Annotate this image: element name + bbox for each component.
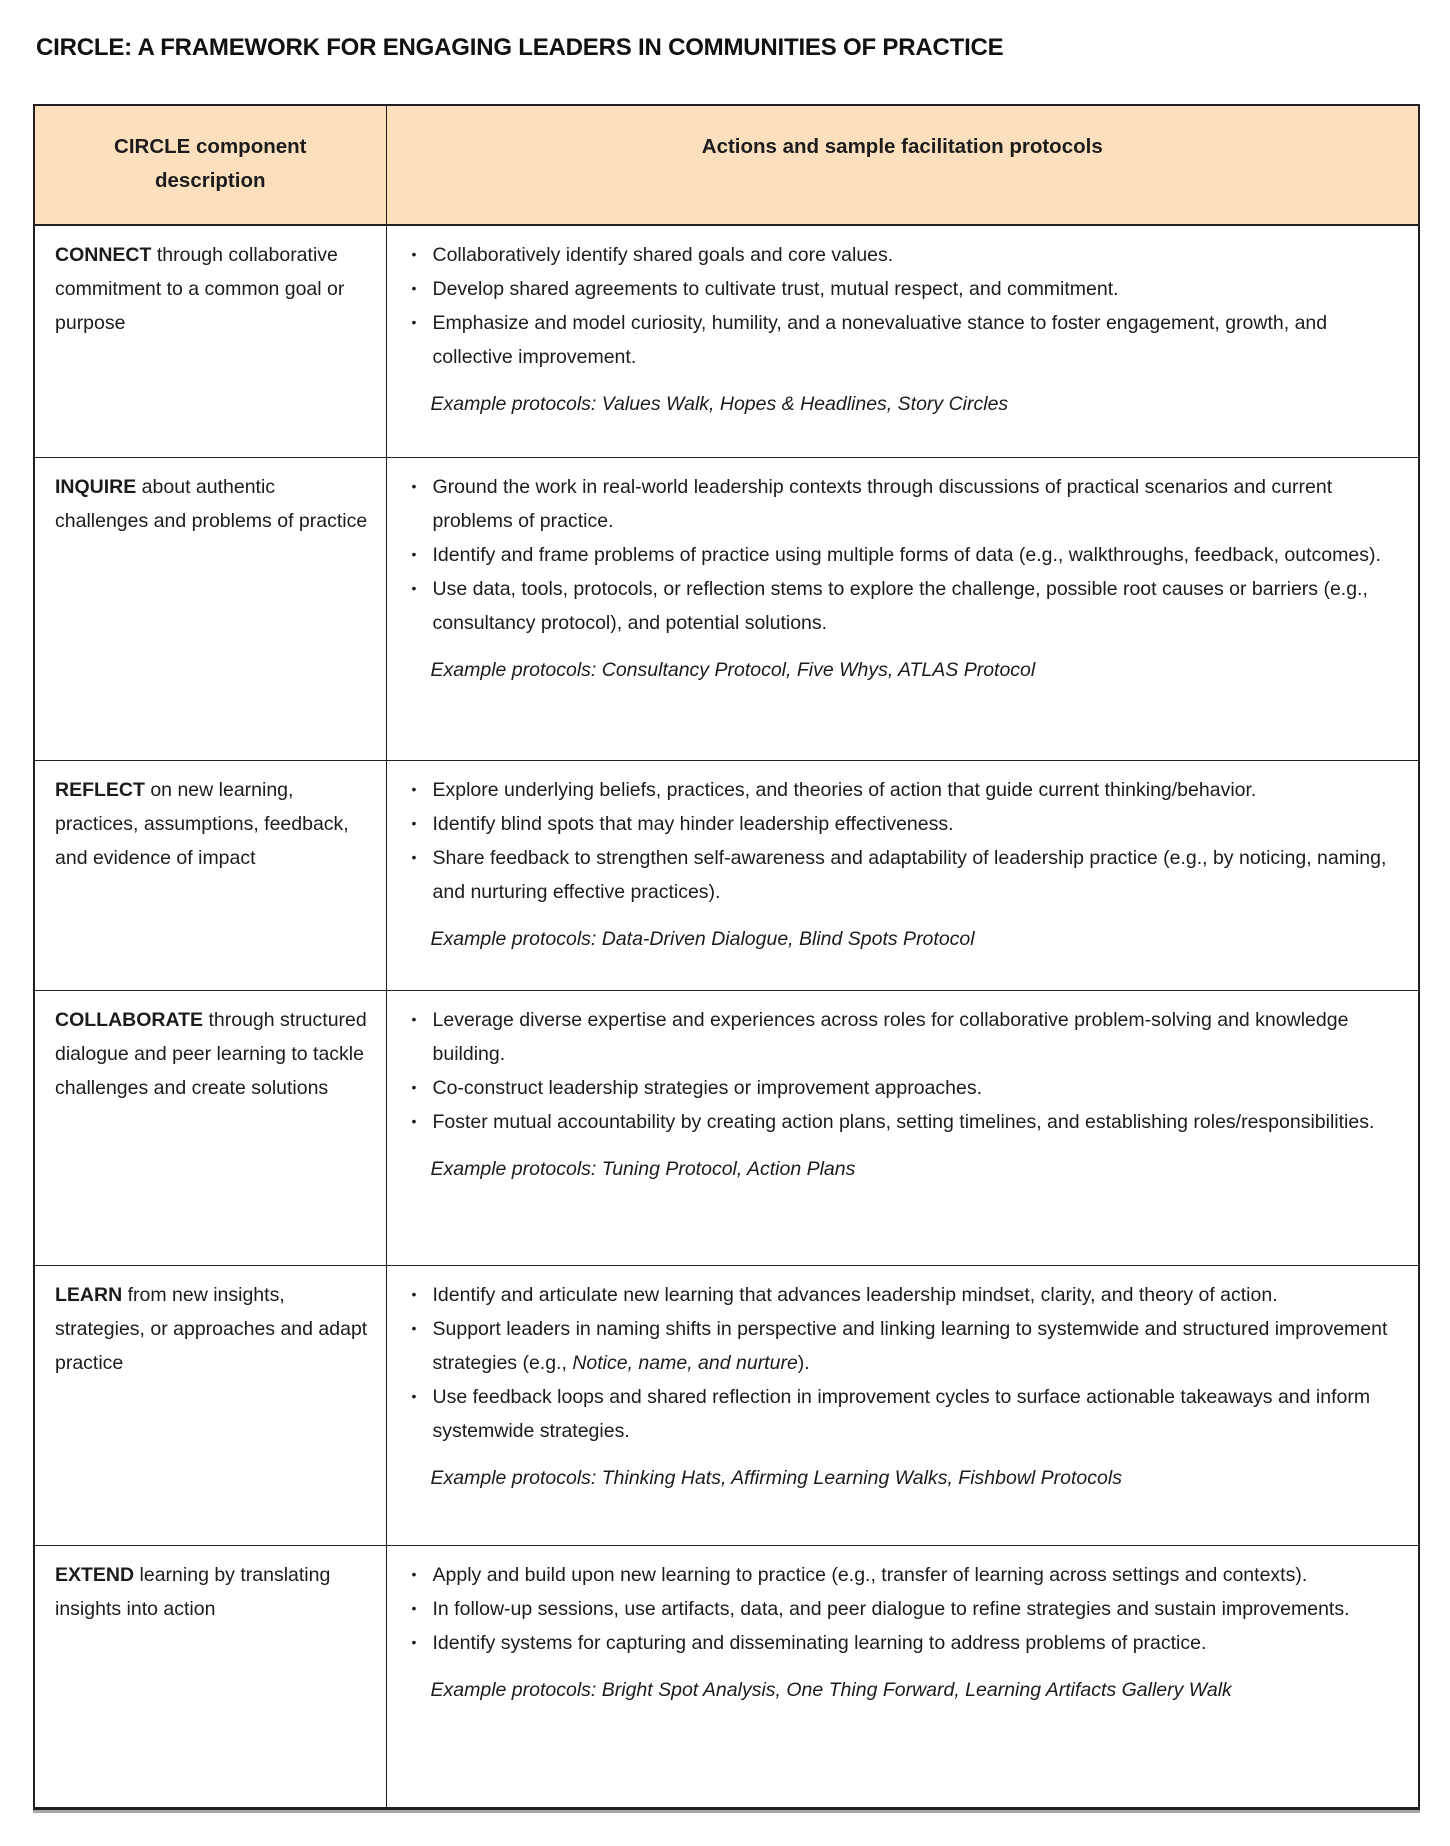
- component-description: about authentic challenges and problems of practice: [55, 475, 368, 532]
- component-keyword: COLLABORATE: [55, 1008, 204, 1031]
- bullet-list: [401, 470, 1399, 640]
- bullet-text: Explore underlying beliefs, practices, and theories of action that guide current thinking/behavior.: [432, 778, 1257, 801]
- bullet-text: Identify systems for capturing and disseminating learning to address problems of practice.: [432, 1631, 1207, 1654]
- bullet-item: [401, 1071, 1399, 1105]
- example-protocols: Example protocols: Tuning Protocol, Action Plans: [430, 1157, 856, 1180]
- table-body: [34, 225, 1419, 1808]
- table-row: [34, 457, 1419, 760]
- bullet-text: In follow-up sessions, use artifacts, data, and peer dialogue to refine strategies and sustain improvements.: [432, 1597, 1350, 1620]
- component-keyword: REFLECT: [55, 778, 145, 801]
- bullet-item: [401, 1558, 1399, 1592]
- bullet-text: Identify blind spots that may hinder leadership effectiveness.: [432, 812, 954, 835]
- bullet-dot-icon: •: [411, 848, 417, 865]
- bullet-text: Support leaders in naming shifts in perspective and linking learning to systemwide and structured improvement strategies (e.g.,: [432, 1317, 1388, 1374]
- table-row: [34, 1265, 1419, 1545]
- circle-framework-table: [33, 104, 1420, 1810]
- bullet-dot-icon: •: [411, 1387, 417, 1404]
- bullet-text: Identify and frame problems of practice using multiple forms of data (e.g., walkthroughs, feedback, outcomes).: [432, 543, 1381, 566]
- actions-cell: [386, 225, 1419, 457]
- bullet-item: [401, 1003, 1399, 1071]
- component-description: on new learning, practices, assumptions, feedback, and evidence of impact: [55, 778, 349, 869]
- bullet-item: [401, 538, 1399, 572]
- bullet-text: Identify and articulate new learning that advances leadership mindset, clarity, and theory of action.: [432, 1283, 1278, 1306]
- bullet-item: [401, 272, 1399, 306]
- bullet-text: Apply and build upon new learning to practice (e.g., transfer of learning across settings and contexts).: [432, 1563, 1308, 1586]
- actions-cell: [386, 760, 1419, 990]
- bullet-text: Co-construct leadership strategies or improvement approaches.: [432, 1076, 983, 1099]
- component-cell: [34, 457, 386, 760]
- component-keyword: CONNECT: [55, 244, 152, 266]
- column-header-actions: [386, 105, 1419, 225]
- bullet-text: Develop shared agreements to cultivate trust, mutual respect, and commitment.: [432, 278, 1119, 300]
- component-description: through collaborative commitment to a common goal or purpose: [55, 244, 345, 334]
- bullet-dot-icon: •: [411, 1285, 417, 1302]
- bullet-item: [401, 841, 1399, 909]
- bullet-item: [401, 1380, 1399, 1448]
- bullet-item: [401, 238, 1399, 272]
- bullet-item: [401, 1278, 1399, 1312]
- bullet-item: [401, 1592, 1399, 1626]
- bullet-dot-icon: •: [411, 280, 417, 296]
- bullet-text: Use data, tools, protocols, or reflection stems to explore the challenge, possible root causes or barriers (e.g., consultancy protocol), and potential solutions.: [432, 577, 1368, 634]
- bullet-dot-icon: •: [411, 1010, 417, 1027]
- table-row: [34, 225, 1419, 457]
- bullet-list: [401, 1003, 1399, 1139]
- bullet-dot-icon: •: [411, 814, 417, 831]
- bullet-dot-icon: •: [411, 314, 417, 330]
- bullet-text: Collaboratively identify shared goals and core values.: [432, 244, 894, 266]
- actions-cell: [386, 457, 1419, 760]
- component-cell: [34, 225, 386, 457]
- actions-cell: [386, 1545, 1419, 1808]
- bullet-item: [401, 1312, 1399, 1380]
- bullet-item: [401, 1626, 1399, 1660]
- component-description: through structured dialogue and peer learning to tackle challenges and create solutions: [55, 1008, 367, 1099]
- table-row: [34, 760, 1419, 990]
- bullet-text: Share feedback to strengthen self-awareness and adaptability of leadership practice (e.g., by noticing, naming, and nurturing effective practices).: [432, 846, 1387, 903]
- table-row: [34, 1545, 1419, 1808]
- bullet-item: [401, 306, 1399, 374]
- component-cell: [34, 990, 386, 1265]
- bullet-text-italic: Notice, name, and nurture: [572, 1351, 798, 1374]
- example-protocols: Example protocols: Consultancy Protocol, Five Whys, ATLAS Protocol: [430, 658, 1036, 681]
- component-description: learning by translating insights into action: [55, 1563, 331, 1620]
- component-keyword: INQUIRE: [55, 475, 137, 498]
- bullet-dot-icon: •: [411, 1112, 417, 1129]
- bullet-dot-icon: •: [411, 1565, 417, 1582]
- bullet-dot-icon: •: [411, 1078, 417, 1095]
- bullet-dot-icon: •: [411, 579, 417, 596]
- bullet-text: Use feedback loops and shared reflection in improvement cycles to surface actionable takeaways and inform systemwide strategies.: [432, 1385, 1371, 1442]
- column-header-component: [34, 105, 386, 225]
- example-protocols: Example protocols: Data-Driven Dialogue, Blind Spots Protocol: [430, 927, 975, 950]
- component-cell: [34, 760, 386, 990]
- bullet-text: Leverage diverse expertise and experiences across roles for collaborative problem-solving and knowledge building.: [432, 1008, 1349, 1065]
- example-protocols: Example protocols: Values Walk, Hopes & Headlines, Story Circles: [430, 393, 1009, 415]
- bullet-text: ).: [797, 1351, 810, 1374]
- component-cell: [34, 1265, 386, 1545]
- bullet-text: Ground the work in real-world leadership contexts through discussions of practical scenarios and current problems of practice.: [432, 475, 1333, 532]
- bullet-dot-icon: •: [411, 1633, 417, 1650]
- bullet-text: Emphasize and model curiosity, humility, and a nonevaluative stance to foster engagement, growth, and collective improvement.: [432, 312, 1328, 368]
- header-row: [34, 105, 1419, 225]
- bullet-item: [401, 773, 1399, 807]
- column-header-component-label: CIRCLE component description: [114, 135, 307, 192]
- actions-cell: [386, 1265, 1419, 1545]
- bullet-dot-icon: •: [411, 477, 417, 494]
- bullet-dot-icon: •: [411, 545, 417, 562]
- component-description: from new insights, strategies, or approaches and adapt practice: [55, 1283, 368, 1374]
- actions-cell: [386, 990, 1419, 1265]
- table-row: [34, 990, 1419, 1265]
- bullet-list: [401, 1278, 1399, 1448]
- bullet-list: [401, 238, 1399, 374]
- bullet-text: Foster mutual accountability by creating action plans, setting timelines, and establishing roles/responsibilities.: [432, 1110, 1375, 1133]
- bullet-item: [401, 807, 1399, 841]
- table-header: [34, 105, 1419, 225]
- example-protocols: Example protocols: Bright Spot Analysis, One Thing Forward, Learning Artifacts Gallery Walk: [430, 1678, 1232, 1701]
- bullet-dot-icon: •: [411, 246, 417, 262]
- bullet-dot-icon: •: [411, 780, 417, 797]
- component-cell: [34, 1545, 386, 1808]
- bullet-list: [401, 773, 1399, 909]
- bullet-dot-icon: •: [411, 1319, 417, 1336]
- example-protocols: Example protocols: Thinking Hats, Affirming Learning Walks, Fishbowl Protocols: [430, 1466, 1122, 1489]
- component-keyword: LEARN: [55, 1283, 123, 1306]
- component-keyword: EXTEND: [55, 1563, 135, 1586]
- bullet-dot-icon: •: [411, 1599, 417, 1616]
- bullet-item: [401, 470, 1399, 538]
- column-header-actions-label: Actions and sample facilitation protocols: [701, 135, 1103, 158]
- bullet-item: [401, 572, 1399, 640]
- bullet-item: [401, 1105, 1399, 1139]
- bullet-list: [401, 1558, 1399, 1660]
- page-title: CIRCLE: A FRAMEWORK FOR ENGAGING LEADERS IN COMMUNITIES OF PRACTICE: [36, 34, 1004, 61]
